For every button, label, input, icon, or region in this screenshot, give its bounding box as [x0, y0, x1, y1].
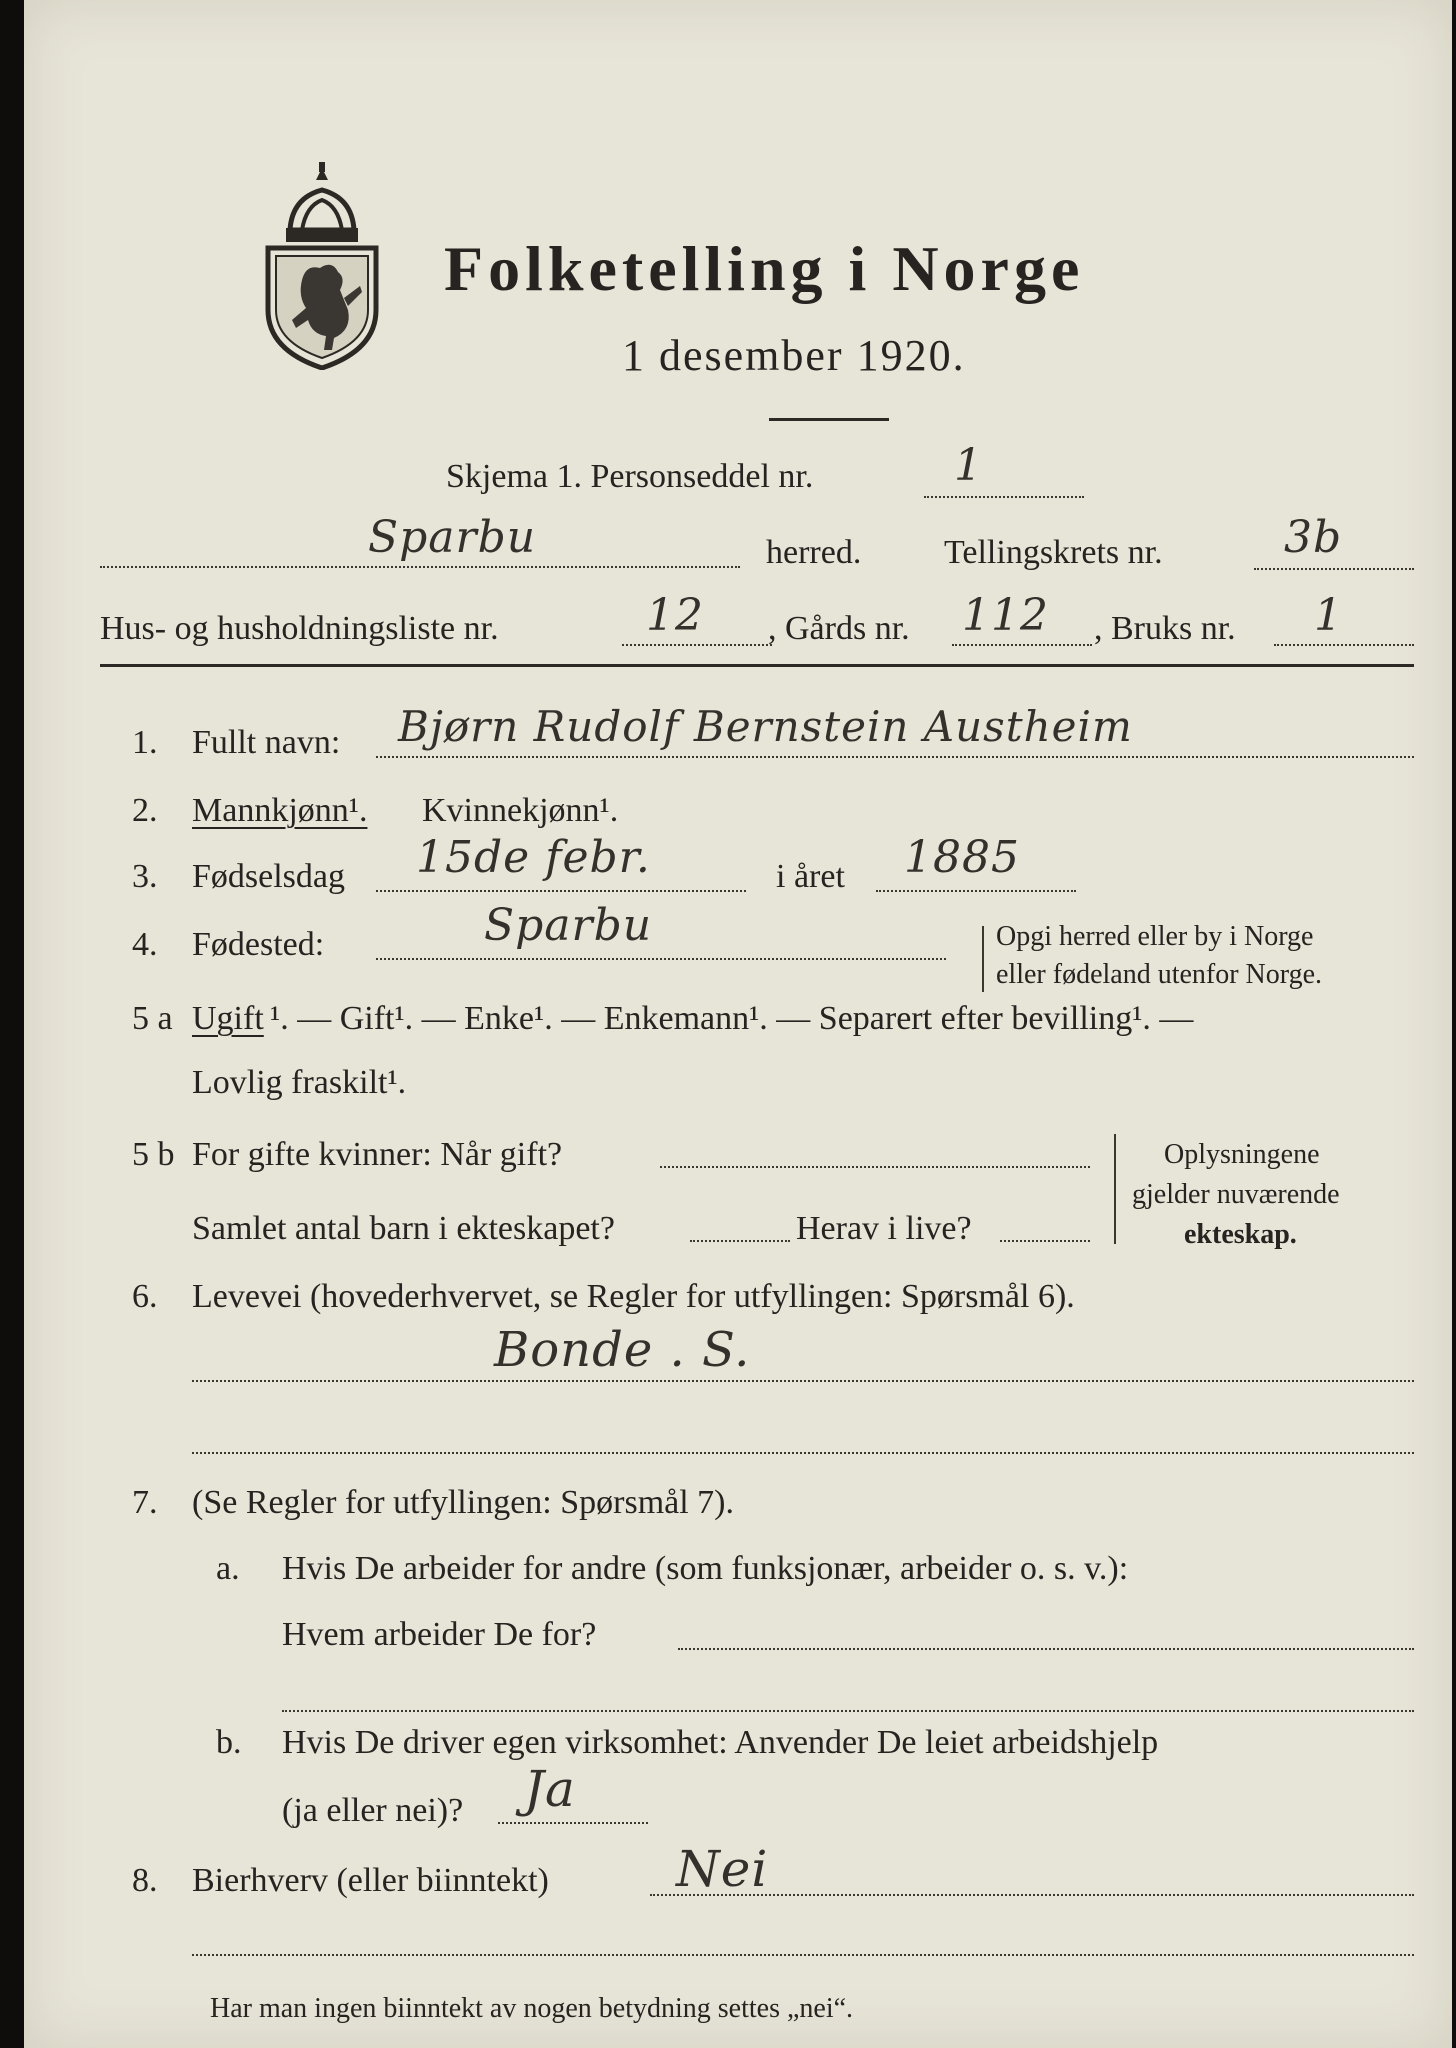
- birthday-line: [376, 890, 746, 892]
- q1-line: [376, 756, 1414, 758]
- occupation-value[interactable]: Bonde . S.: [494, 1322, 751, 1378]
- employer-line-1: [678, 1648, 1414, 1650]
- hus-value[interactable]: 12: [646, 590, 704, 641]
- q7b-label: (ja eller nei)?: [282, 1792, 464, 1829]
- bruks-label: , Bruks nr.: [1094, 610, 1236, 647]
- tellingskrets-line: [1254, 568, 1414, 570]
- schema-label: Skjema 1. Personseddel nr.: [446, 458, 814, 495]
- q5a-number: 5 a: [132, 1000, 173, 1037]
- occupation-line-2: [192, 1452, 1414, 1454]
- gender-female-option[interactable]: Kvinnekjønn¹.: [422, 792, 619, 829]
- hired-help-line: [498, 1822, 648, 1824]
- birthday-value[interactable]: 15de febr.: [416, 832, 651, 883]
- q7b-question: Hvis De driver egen virksomhet: Anvender De leiet arbeidshjelp: [282, 1724, 1159, 1761]
- q7a-employer-label: Hvem arbeider De for?: [282, 1616, 597, 1653]
- section-divider: [100, 664, 1414, 667]
- gender-male-option[interactable]: Mannkjønn¹.: [192, 792, 368, 829]
- norwegian-coat-of-arms-icon: [262, 160, 382, 370]
- q5b-number: 5 b: [132, 1136, 175, 1173]
- q4-number: 4.: [132, 926, 158, 963]
- q1-number: 1.: [132, 724, 158, 761]
- side-income-value[interactable]: Nei: [676, 1840, 769, 1898]
- year-line: [876, 890, 1076, 892]
- q5b-alive-label: Herav i live?: [796, 1210, 972, 1247]
- herred-value[interactable]: Sparbu: [368, 512, 537, 563]
- married-when-line: [660, 1166, 1090, 1168]
- q7-number: 7.: [132, 1484, 158, 1521]
- q7-label: (Se Regler for utfyllingen: Spørsmål 7).: [192, 1484, 735, 1521]
- hus-line: [622, 644, 772, 646]
- q1-label: Fullt navn:: [192, 724, 341, 761]
- personseddel-line: [924, 496, 1084, 498]
- year-label: i året: [776, 858, 845, 895]
- status-divorced-option[interactable]: Lovlig fraskilt¹.: [192, 1064, 407, 1101]
- q8-label: Bierhverv (eller biinntekt): [192, 1862, 549, 1899]
- q3-number: 3.: [132, 858, 158, 895]
- q8-number: 8.: [132, 1862, 158, 1899]
- census-form-page: [24, 0, 1452, 2048]
- q6-number: 6.: [132, 1278, 158, 1315]
- q6-label: Levevei (hovederhvervet, se Regler for utfyllingen: Spørsmål 6).: [192, 1278, 1075, 1315]
- birthplace-line: [376, 958, 946, 960]
- q5b-married-when-label: For gifte kvinner: Når gift?: [192, 1136, 563, 1173]
- hus-label: Hus- og husholdningsliste nr.: [100, 610, 499, 647]
- herred-line: [100, 566, 740, 568]
- personseddel-nr-value[interactable]: 1: [954, 440, 983, 491]
- q4-note-line2: eller fødeland utenfor Norge.: [996, 959, 1323, 990]
- q2-number: 2.: [132, 792, 158, 829]
- status-unmarried-option[interactable]: Ugift: [192, 1000, 264, 1037]
- occupation-line-1: [192, 1380, 1414, 1382]
- bruks-line: [1274, 644, 1414, 646]
- q4-note-brace: [982, 926, 984, 992]
- full-name-value[interactable]: Bjørn Rudolf Bernstein Austheim: [398, 702, 1133, 751]
- birth-year-value[interactable]: 1885: [904, 832, 1020, 883]
- alive-line: [1000, 1240, 1090, 1242]
- q5b-children-label: Samlet antal barn i ekteskapet?: [192, 1210, 615, 1247]
- q4-note-line1: Opgi herred eller by i Norge: [996, 921, 1314, 952]
- census-date: 1 desember 1920.: [622, 331, 966, 380]
- bruks-value[interactable]: 1: [1314, 590, 1343, 641]
- q7a-number: a.: [216, 1550, 240, 1587]
- footer-note: Har man ingen biinntekt av nogen betydning settes „nei“.: [210, 1993, 854, 2024]
- children-line: [690, 1240, 790, 1242]
- employer-line-2: [282, 1710, 1414, 1712]
- q4-label: Fødested:: [192, 926, 325, 963]
- tellingskrets-value[interactable]: 3b: [1284, 512, 1343, 563]
- q5b-note-line3: ekteskap.: [1184, 1219, 1297, 1250]
- gards-label: , Gårds nr.: [768, 610, 910, 647]
- hired-help-value[interactable]: Ja: [524, 1760, 576, 1818]
- gards-value[interactable]: 112: [962, 590, 1049, 641]
- q7b-number: b.: [216, 1724, 242, 1761]
- q5b-note-brace: [1114, 1134, 1116, 1244]
- gards-line: [952, 644, 1092, 646]
- q5b-note-line2: gjelder nuværende: [1132, 1179, 1340, 1210]
- side-income-line-2: [192, 1954, 1414, 1956]
- tellingskrets-label: Tellingskrets nr.: [944, 534, 1163, 571]
- q7a-question: Hvis De arbeider for andre (som funksjonær, arbeider o. s. v.):: [282, 1550, 1129, 1587]
- q5b-note-line1: Oplysningene: [1164, 1139, 1320, 1170]
- status-other-options[interactable]: ¹. — Gift¹. — Enke¹. — Enkemann¹. — Separert efter bevilling¹. —: [270, 1000, 1194, 1037]
- title-separator: [769, 418, 889, 421]
- birthplace-value[interactable]: Sparbu: [484, 900, 653, 951]
- herred-label: herred.: [766, 534, 862, 571]
- q3-label: Fødselsdag: [192, 858, 345, 895]
- form-title: Folketelling i Norge: [444, 233, 1085, 304]
